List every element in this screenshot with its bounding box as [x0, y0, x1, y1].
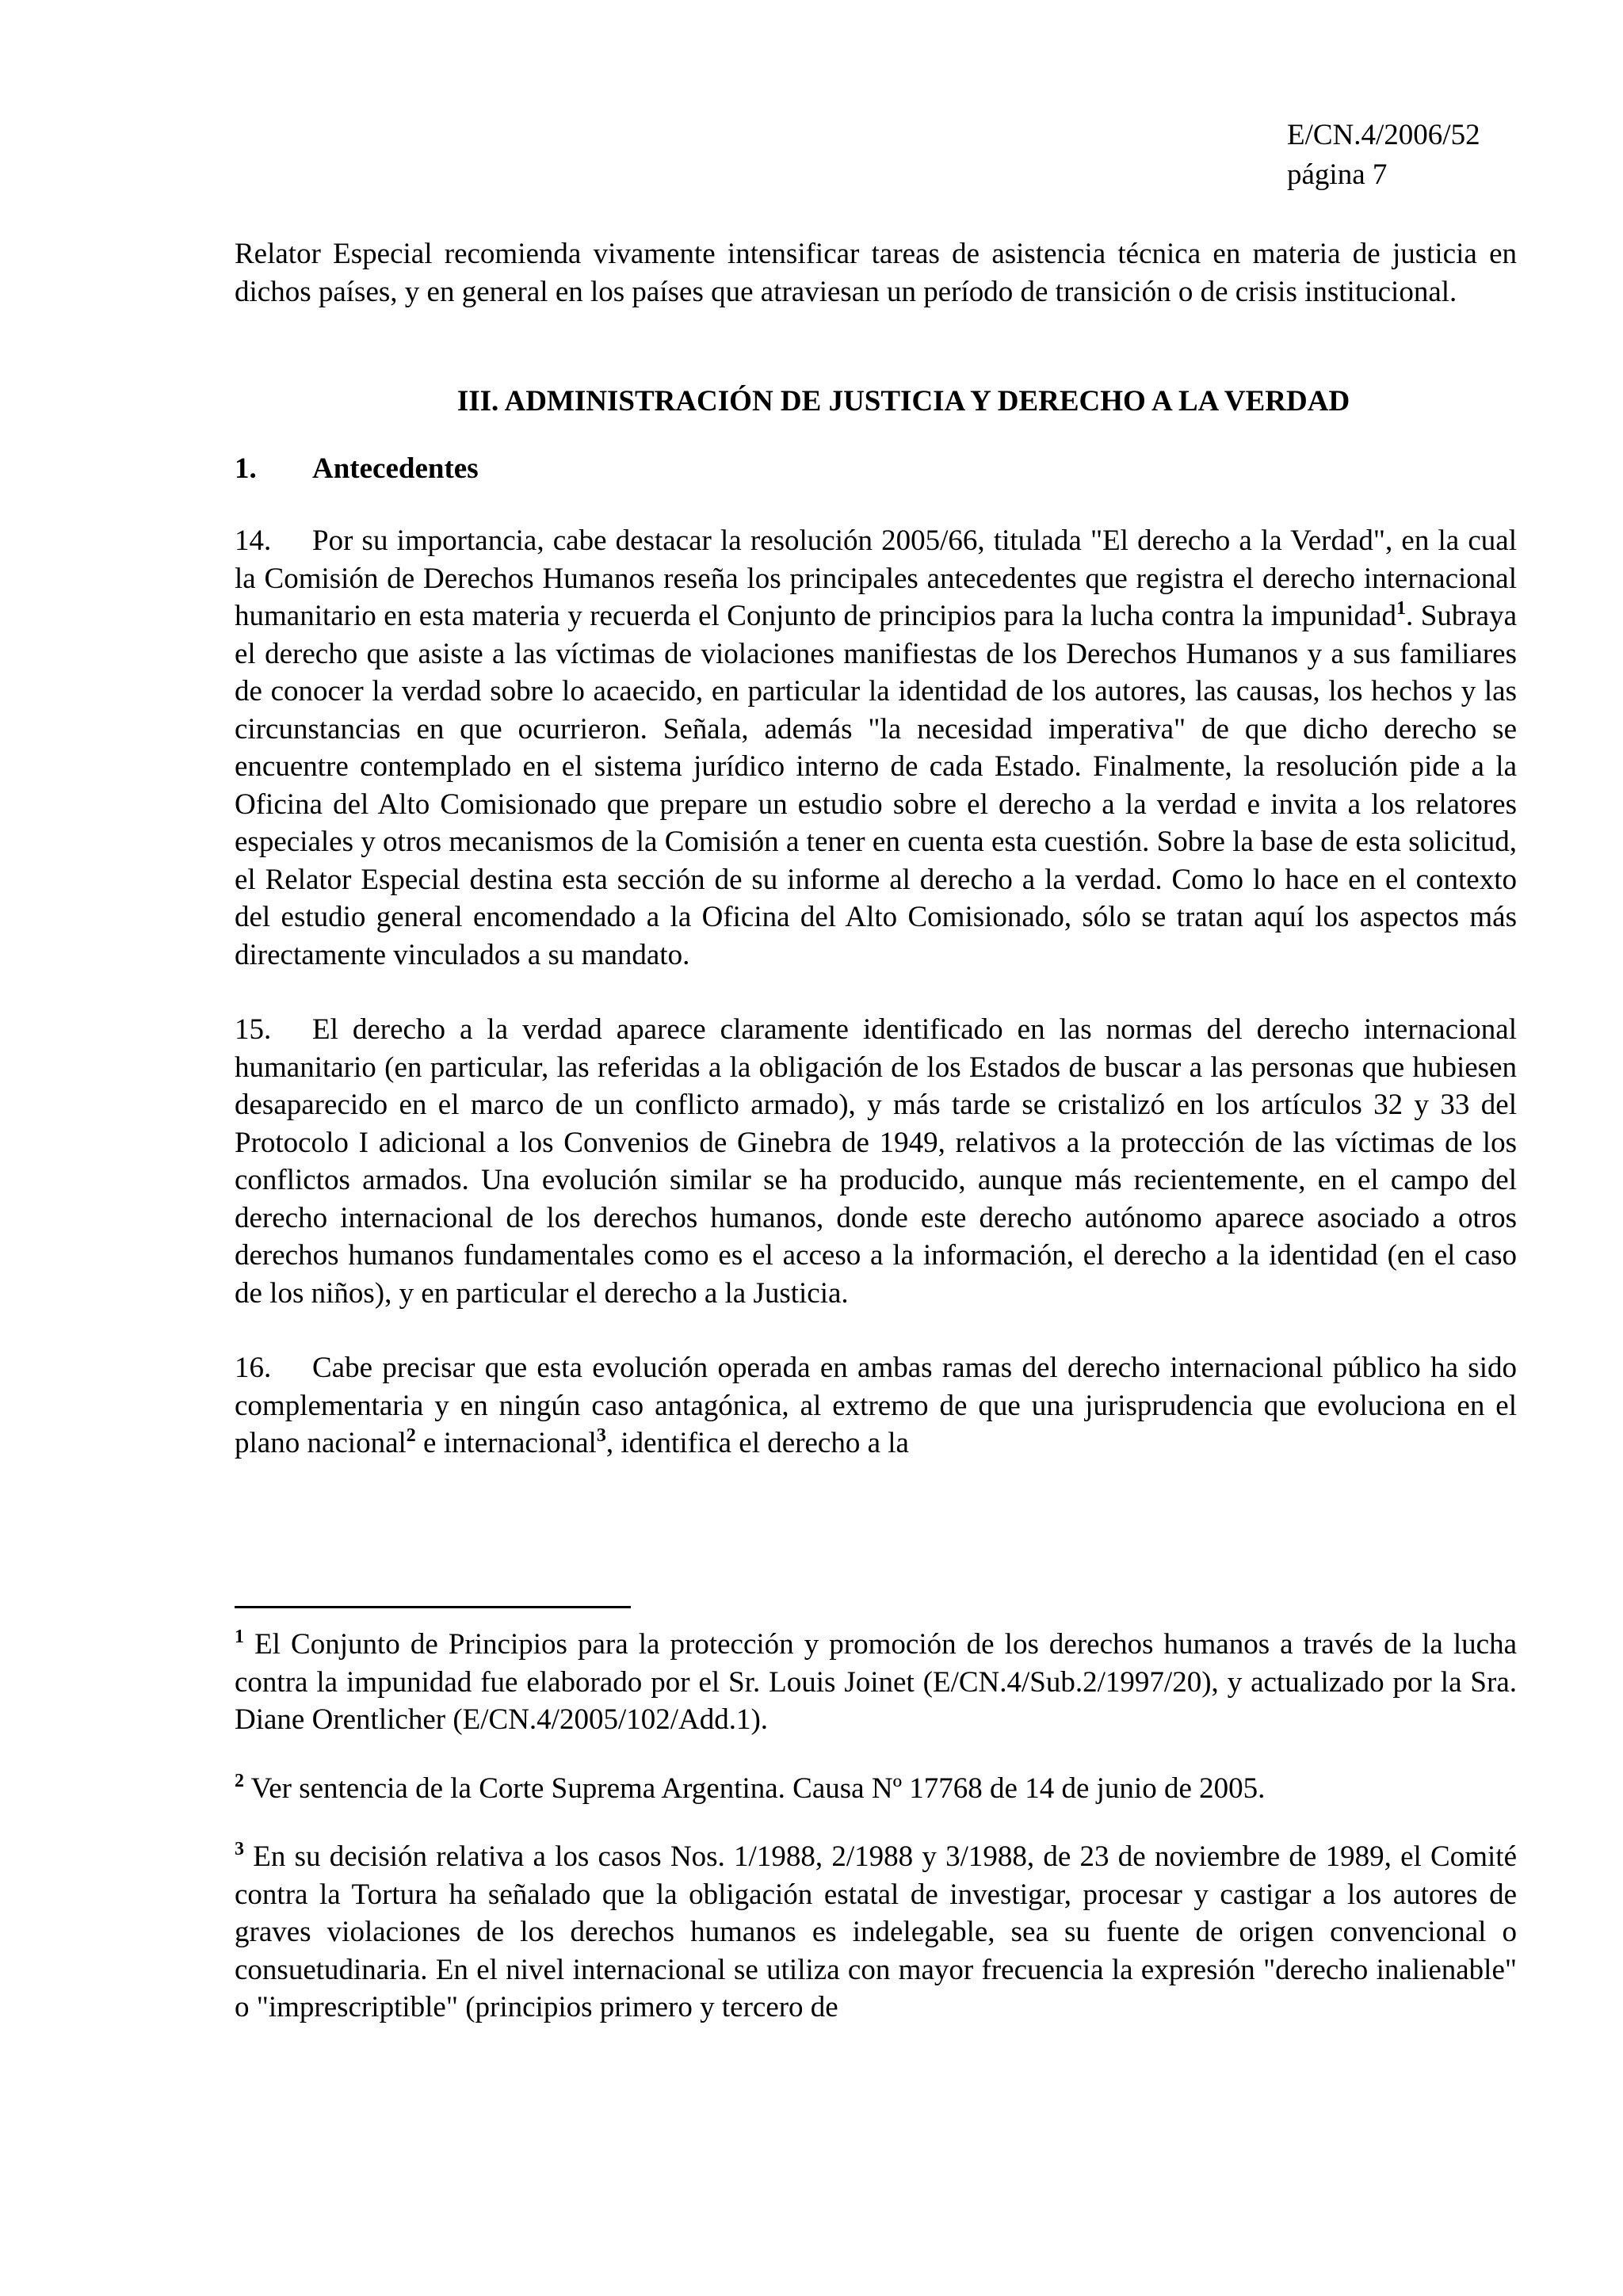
paragraph-14 [235, 522, 1517, 974]
section-number: 1. [235, 452, 257, 485]
footnote-text: El Conjunto de Principios para la protección y promoción de los derechos humanos a través de la lucha contra la impunidad fue elaborado por el Sr. Louis Joinet (E/CN.4/Sub.2/1997/20), y actualizado por la Sra. Diane Orentlicher (E/CN.4/2005/102/Add.1). [235, 1628, 1517, 1736]
paragraph-15 [235, 1011, 1517, 1312]
section-title-text: Antecedentes [312, 452, 479, 485]
paragraph-number: 14. [235, 524, 272, 557]
footnote-2 [235, 1770, 1517, 1808]
document-symbol: E/CN.4/2006/52 [1287, 119, 1480, 151]
paragraph-text: Cabe precisar que esta evolución operada en ambas ramas del derecho internacional público ha sido complementaria y en ningún caso antagónica, al extremo de que una jurisprudencia que evoluciona en el plano nacional [235, 1352, 1517, 1459]
footnote-text: Ver sentencia de la Corte Suprema Argentina. Causa Nº 17768 de 14 de junio de 2005. [244, 1772, 1266, 1805]
footnote-mark: 3 [235, 1839, 244, 1859]
footnotes-section [235, 1626, 1517, 2027]
footnote-ref-1[interactable]: 1 [1396, 598, 1406, 619]
paragraph-number: 16. [235, 1352, 272, 1384]
paragraph-number: 15. [235, 1013, 272, 1046]
footnote-text: En su decisión relativa a los casos Nos. 1/1988, 2/1988 y 3/1988, de 23 de noviembre de 1989, el Comité contra la Tortura ha señalado que la obligación estatal de investigar, procesar y castigar a los autores de graves violaciones de los derechos humanos es indelegable, sea su fuente de origen convencional o consuetudinaria. En el nivel internacional se utiliza con mayor frecuencia la expresión "derecho inalienable" o "imprescriptible" (principios primero y tercero de [235, 1840, 1517, 2023]
footnote-3 [235, 1838, 1517, 2027]
intro-paragraph: Relator Especial recomienda vivamente intensificar tareas de asistencia técnica en materia de justicia en dichos países, y en general en los países que atraviesan un período de transición o de crisis institucional. [235, 238, 1517, 308]
footnote-mark: 2 [235, 1770, 244, 1791]
paragraph-16 [235, 1349, 1517, 1463]
paragraph-text: , identifica el derecho a la [605, 1427, 909, 1459]
footnote-divider [235, 1606, 631, 1608]
main-content [235, 235, 1517, 1463]
section-title [235, 450, 1517, 488]
footnote-ref-3[interactable]: 3 [596, 1425, 606, 1446]
footnote-ref-2[interactable]: 2 [406, 1425, 416, 1446]
paragraph-text: e internacional [415, 1427, 597, 1459]
footnote-mark: 1 [235, 1627, 244, 1647]
paragraph-text: . Subraya el derecho que asiste a las víctimas de violaciones manifiestas de los Derechos Humanos y a sus familiares de conocer la verdad sobre lo acaecido, en particular la identidad de los autores, las causas, los hechos y las circunstancias en que ocurrieron. Señala, además "la necesidad imperativa" de que dicho derecho se encuentre contemplado en el sistema jurídico interno de cada Estado. Finalmente, la resolución pide a la Oficina del Alto Comisionado que prepare un estudio sobre el derecho a la verdad e invita a los relatores especiales y otros mecanismos de la Comisión a tener en cuenta esta cuestión. Sobre la base de esta solicitud, el Relator Especial destina esta sección de su informe al derecho a la verdad. Como lo hace en el contexto del estudio general encomendado a la Oficina del Alto Comisionado, sólo se tratan aquí los aspectos más directamente vinculados a su mandato. [235, 600, 1517, 971]
paragraph-text: El derecho a la verdad aparece claramente identificado en las normas del derecho internacional humanitario (en particular, las referidas a la obligación de los Estados de buscar a las personas que hubiesen desaparecido en el marco de un conflicto armado), y más tarde se cristalizó en los artículos 32 y 33 del Protocolo I adicional a los Convenios de Ginebra de 1949, relativos a la protección de las víctimas de los conflictos armados. Una evolución similar se ha producido, aunque más recientemente, en el campo del derecho internacional de los derechos humanos, donde este derecho autónomo aparece asociado a otros derechos humanos fundamentales como es el acceso a la información, el derecho a la identidad (en el caso de los niños), y en particular el derecho a la Justicia. [235, 1013, 1517, 1310]
paragraph-text: Por su importancia, cabe destacar la resolución 2005/66, titulada "El derecho a la Verdad", en la cual la Comisión de Derechos Humanos reseña los principales antecedentes que registra el derecho internacional humanitario en esta materia y recuerda el Conjunto de principios para la lucha contra la impunidad [235, 524, 1517, 632]
page-number: página 7 [1287, 158, 1388, 191]
footnote-1 [235, 1626, 1517, 1739]
chapter-heading: III. ADMINISTRACIÓN DE JUSTICIA Y DERECHO A LA VERDAD [456, 385, 1350, 418]
page-header [1287, 116, 1480, 195]
